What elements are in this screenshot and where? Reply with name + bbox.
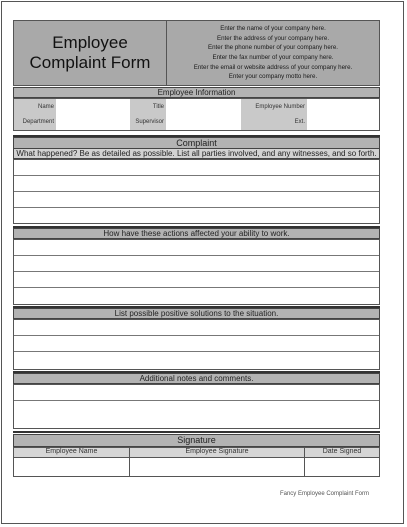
form-title-line1: Employee — [52, 33, 128, 52]
employee-name-field[interactable] — [14, 458, 129, 476]
solutions-line[interactable] — [14, 352, 379, 368]
complaint-lines[interactable] — [13, 159, 380, 224]
form-title-line2: Complaint Form — [29, 53, 151, 72]
complaint-line[interactable] — [14, 160, 379, 176]
impact-line[interactable] — [14, 288, 379, 304]
ext-field[interactable] — [307, 115, 379, 130]
complaint-prompt: What happened? Be as detailed as possible. List all parties involved, and any witnesses, and so forth. — [13, 148, 380, 159]
impact-line[interactable] — [14, 272, 379, 288]
signature-heading: Signature — [13, 434, 380, 447]
company-phone: Enter the phone number of your company here. — [207, 44, 339, 52]
title-field[interactable] — [166, 99, 241, 115]
company-motto: Enter your company motto here. — [228, 73, 318, 81]
solutions-line[interactable] — [14, 320, 379, 336]
employee-signature-field[interactable] — [130, 458, 304, 476]
employee-number-label: Employee Number — [241, 99, 307, 115]
company-web: Enter the email or website address of your company here. — [193, 63, 353, 71]
section-divider — [13, 431, 380, 433]
employee-info-heading: Employee Information — [13, 87, 380, 98]
form-title — [14, 21, 167, 85]
date-signed-label: Date Signed — [305, 448, 379, 458]
company-address: Enter the address of your company here. — [216, 34, 330, 42]
notes-line[interactable] — [14, 385, 379, 401]
notes-lines[interactable] — [13, 384, 380, 429]
solutions-heading: List possible positive solutions to the situation. — [13, 308, 380, 319]
date-signed-column — [305, 448, 379, 476]
company-fax: Enter the fax number of your company here. — [212, 54, 334, 61]
employee-signature-column — [130, 448, 305, 476]
department-label: Department — [14, 115, 56, 130]
form-header — [13, 20, 380, 86]
solutions-lines[interactable] — [13, 319, 380, 370]
notes-line[interactable] — [14, 401, 379, 428]
employee-name-label: Employee Name — [14, 448, 129, 458]
notes-heading: Additional notes and comments. — [13, 373, 380, 384]
complaint-heading: Complaint — [13, 137, 380, 149]
ext-label: Ext. — [241, 115, 307, 130]
impact-line[interactable] — [14, 256, 379, 272]
supervisor-field[interactable] — [166, 115, 241, 130]
employee-name-column — [14, 448, 130, 476]
form-footer: Fancy Employee Complaint Form — [279, 491, 369, 497]
complaint-line[interactable] — [14, 176, 379, 192]
department-field[interactable] — [56, 115, 130, 130]
employee-signature-label: Employee Signature — [130, 448, 304, 458]
supervisor-label: Supervisor — [130, 115, 166, 130]
title-label: Title — [130, 99, 166, 115]
impact-line[interactable] — [14, 240, 379, 256]
employee-number-field[interactable] — [307, 99, 379, 115]
signature-table — [13, 447, 380, 477]
date-signed-field[interactable] — [305, 458, 379, 476]
impact-lines[interactable] — [13, 239, 380, 305]
impact-heading: How have these actions affected your ability to work. — [13, 228, 380, 239]
solutions-line[interactable] — [14, 336, 379, 352]
company-info — [167, 21, 379, 85]
complaint-line[interactable] — [14, 208, 379, 224]
name-label: Name — [14, 99, 56, 115]
name-field[interactable] — [56, 99, 130, 115]
complaint-line[interactable] — [14, 192, 379, 208]
employee-info-grid — [13, 98, 380, 131]
company-name: Enter the name of your company here. — [220, 25, 326, 33]
